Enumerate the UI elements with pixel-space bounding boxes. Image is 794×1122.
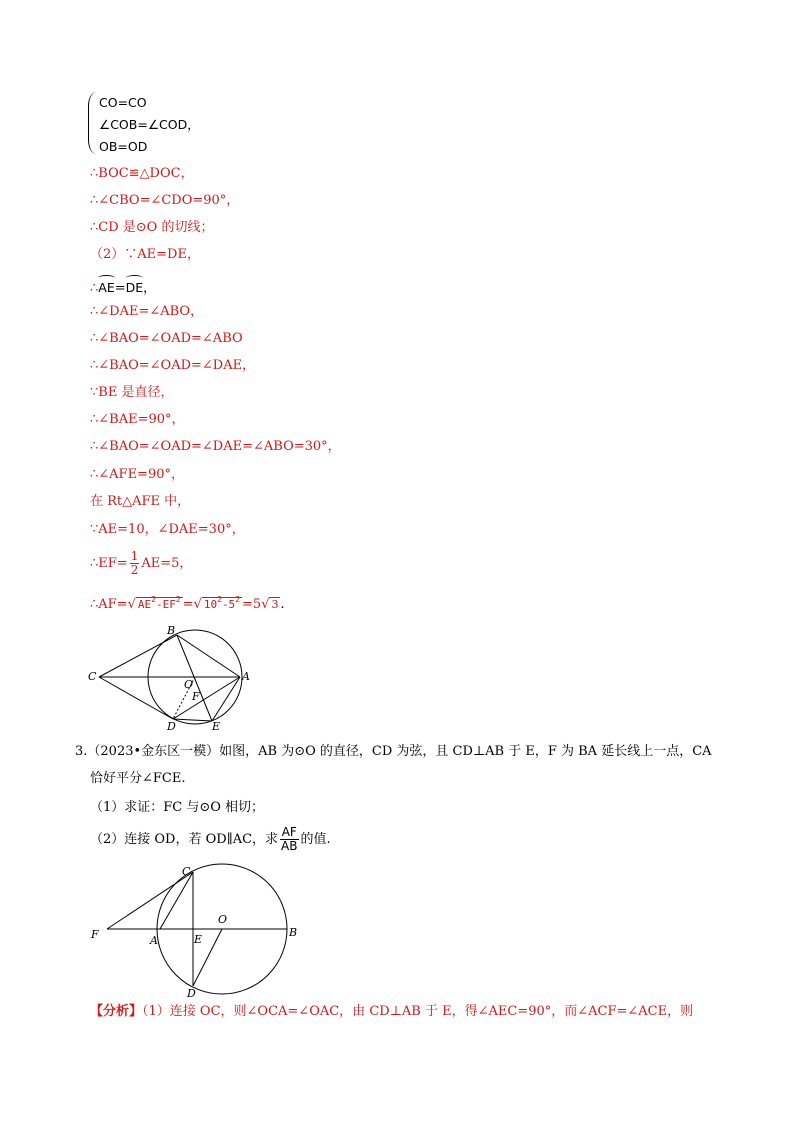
system-line-1: CO=CO	[99, 95, 147, 110]
label-c: C	[182, 865, 191, 878]
proof-line: ∴BOC≌△DOC，	[90, 166, 194, 181]
fraction-af-ab: $\frac{AF}{AB}$	[281, 825, 298, 853]
proof-line: ∴∠BAO=∠OAD=∠DAE，	[90, 358, 256, 373]
proof-line: ∴∠BAE=90°，	[90, 412, 185, 427]
label-e: E	[194, 933, 203, 946]
radicand-2: $10^2-5^2$	[203, 595, 241, 611]
radicand-1: $AE^2-EF^2$	[137, 595, 181, 611]
af-line: ∴AF=√ $AE^2-EF^2$ =√ $10^2-5^2 =5√$ 3 .	[90, 595, 285, 612]
arc-ae: AE	[98, 276, 114, 296]
label-c: C	[88, 670, 97, 683]
proof-line: ∴CD 是⊙O 的切线；	[90, 220, 214, 235]
proof-line: ∴∠BAO=∠OAD=∠DAE=∠ABO=30°，	[90, 439, 341, 454]
label-b: B	[289, 926, 298, 939]
geometry-figure-1	[85, 618, 265, 733]
geometry-figure-2	[85, 858, 310, 998]
proof-line: ∵AE=10，∠DAE=30°，	[90, 522, 245, 537]
proof-line: ∴∠CBO=∠CDO=90°，	[90, 193, 240, 208]
system-line-3: OB=OD	[99, 139, 148, 154]
question-2: （2）连接 OD，若 OD∥AC，求 $\frac{AF}{AB}$ 的值.	[90, 825, 331, 853]
label-d: D	[187, 987, 196, 998]
system-line-2: ∠COB=∠COD，	[99, 117, 200, 132]
ef-line: ∴EF= $\frac{1}{2}$ AE=5，	[90, 549, 193, 577]
proof-line: 在 Rt△AFE 中，	[90, 494, 191, 509]
label-o: O	[184, 678, 194, 691]
problem-3-line-2: 恰好平分∠FCE.	[90, 771, 186, 786]
label-f: F	[91, 928, 99, 941]
question-1: （1）求证：FC 与⊙O 相切；	[90, 800, 265, 815]
label-a: A	[242, 670, 250, 683]
fraction-half: $\frac{1}{2}$	[130, 549, 139, 577]
proof-line: （2）∵AE=DE，	[90, 247, 200, 262]
proof-line: ∵BE 是直径，	[90, 385, 174, 400]
proof-line: ∴∠BAO=∠OAD=∠ABO	[90, 331, 243, 346]
arc-equality-line: ∴AE=DE，	[90, 276, 156, 297]
analysis-tag: 【分析】	[90, 1004, 143, 1019]
label-f: F	[192, 690, 200, 703]
label-a: A	[150, 934, 158, 947]
label-e: E	[212, 720, 221, 733]
proof-line: ∴∠DAE=∠ABO，	[90, 304, 204, 319]
label-d: D	[167, 720, 176, 733]
label-b: B	[167, 624, 176, 637]
problem-3-line-1: 3.（2023•金东区一模）如图，AB 为⊙O 的直径，CD 为弦，且 CD⊥AB 于 E，F 为 BA 延长线上一点，CA	[75, 744, 712, 759]
sqrt-icon: √	[127, 597, 136, 612]
proof-line: ∴∠AFE=90°，	[90, 467, 184, 482]
arc-de: DE	[126, 276, 144, 296]
analysis-line: 【分析】（1）连接 OC，则∠OCA=∠OAC，由 CD⊥AB 于 E，得∠AEC=90°，而∠ACF=∠ACE，则	[90, 1004, 694, 1019]
system-brace	[88, 92, 97, 154]
label-o: O	[218, 913, 228, 926]
